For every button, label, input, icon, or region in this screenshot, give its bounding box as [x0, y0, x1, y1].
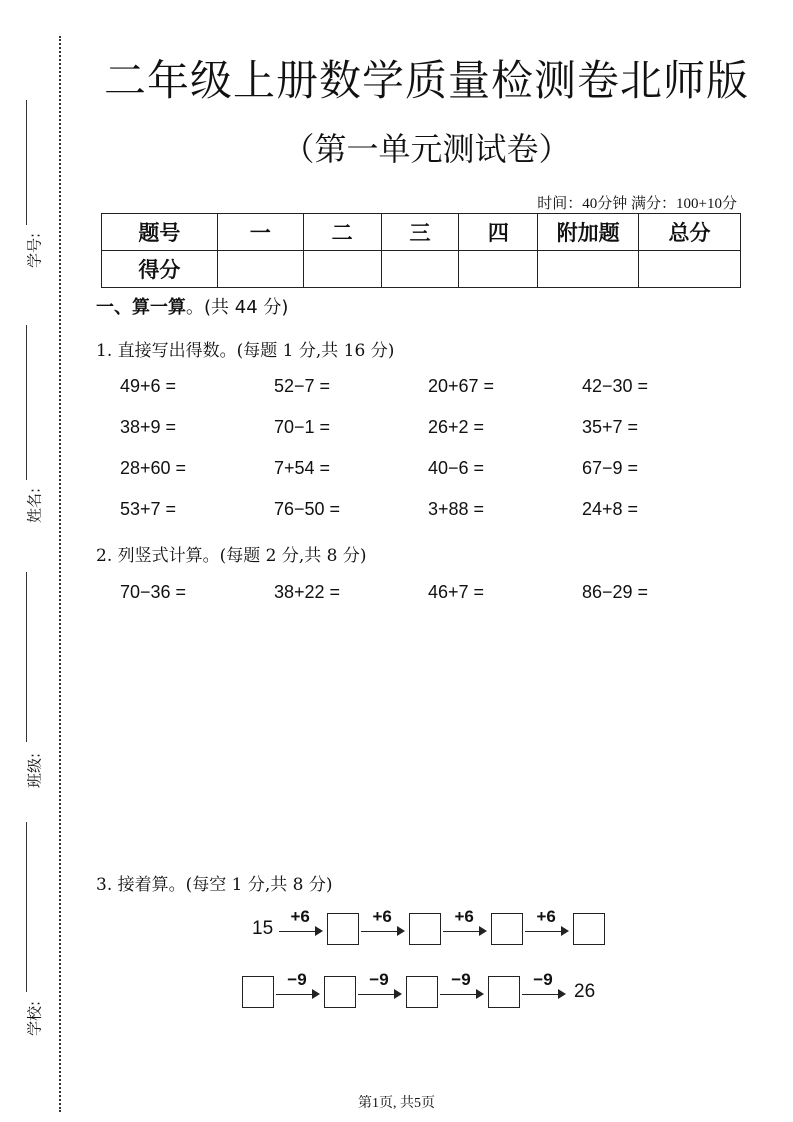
score-header-cell: 题号	[102, 214, 218, 251]
class-label: 班级:	[25, 752, 44, 789]
arrow-op-label: +6	[454, 907, 474, 926]
section-1-points: 。(共 44 分)	[186, 297, 289, 318]
arrow-op-label: +6	[372, 907, 392, 926]
problem: 40−6 =	[428, 458, 485, 478]
problem: 38+22 =	[274, 582, 341, 602]
arrow-op-label: −9	[287, 970, 307, 989]
add-chain	[248, 907, 605, 945]
score-header-cell: 一	[217, 214, 303, 251]
score-header-cell: 总分	[639, 214, 741, 251]
school-underline	[26, 822, 27, 992]
student-id-underline	[26, 100, 27, 225]
problem: 42−30 =	[582, 376, 649, 396]
problem: 49+6 =	[120, 376, 177, 396]
score-cell[interactable]	[217, 251, 303, 288]
arrow-op-label: +6	[536, 907, 556, 926]
answer-box[interactable]	[491, 913, 523, 945]
answer-box[interactable]	[406, 976, 438, 1008]
student-id-label: 学号:	[25, 232, 44, 269]
page-subtitle: （第一单元测试卷）	[282, 130, 571, 168]
name-label: 姓名:	[25, 487, 44, 524]
problem: 46+7 =	[428, 582, 485, 602]
problem: 7+54 =	[274, 458, 331, 478]
chain-end-number: 26	[574, 981, 596, 1002]
problem: 86−29 =	[582, 582, 649, 602]
q1-row	[120, 376, 740, 397]
problem: 26+2 =	[428, 417, 485, 437]
answer-box[interactable]	[409, 913, 441, 945]
binding-dotted-line	[59, 36, 61, 1112]
class-underline	[26, 572, 27, 742]
problem: 52−7 =	[274, 376, 331, 396]
q1-row	[120, 417, 740, 438]
subtract-chain	[242, 970, 599, 1008]
page-title: 二年级上册数学质量检测卷北师版	[103, 56, 749, 105]
score-table-score-row	[102, 251, 741, 288]
problem: 70−1 =	[274, 417, 331, 437]
q1-row	[120, 499, 740, 520]
problem: 3+88 =	[428, 499, 485, 519]
problem: 20+67 =	[428, 376, 495, 396]
score-header-cell: 三	[381, 214, 459, 251]
problem: 70−36 =	[120, 582, 187, 602]
answer-box[interactable]	[242, 976, 274, 1008]
arrow-icon	[356, 970, 406, 1008]
score-table	[101, 213, 741, 288]
score-header-cell: 附加题	[538, 214, 639, 251]
problem: 28+60 =	[120, 458, 187, 478]
answer-box[interactable]	[324, 976, 356, 1008]
arrow-icon	[520, 970, 570, 1008]
problem: 38+9 =	[120, 417, 177, 437]
score-cell[interactable]	[459, 251, 538, 288]
question-3-title: 3. 接着算。(每空 1 分,共 8 分)	[96, 875, 333, 895]
problem: 53+7 =	[120, 499, 177, 519]
score-cell[interactable]	[381, 251, 459, 288]
problem: 67−9 =	[582, 458, 639, 478]
score-cell[interactable]	[639, 251, 741, 288]
chain-start-number: 15	[252, 918, 274, 939]
section-1-heading	[96, 293, 288, 319]
arrow-icon	[441, 907, 491, 945]
arrow-icon	[359, 907, 409, 945]
arrow-icon	[277, 907, 327, 945]
arrow-op-label: −9	[369, 970, 389, 989]
question-2-title: 2. 列竖式计算。(每题 2 分,共 8 分)	[96, 546, 367, 566]
score-cell[interactable]	[303, 251, 381, 288]
arrow-op-label: +6	[290, 907, 310, 926]
school-label: 学校:	[25, 1000, 44, 1037]
score-header-cell: 二	[303, 214, 381, 251]
section-1-title: 一、算一算	[96, 297, 186, 318]
answer-box[interactable]	[327, 913, 359, 945]
arrow-icon	[438, 970, 488, 1008]
arrow-icon	[523, 907, 573, 945]
score-row-label: 得分	[102, 251, 218, 288]
arrow-op-label: −9	[451, 970, 471, 989]
page-number: 第1页, 共5页	[358, 1096, 435, 1111]
exam-meta: 时间：40分钟 满分：100+10分	[537, 196, 737, 212]
name-underline	[26, 325, 27, 480]
problem: 24+8 =	[582, 499, 639, 519]
answer-box[interactable]	[573, 913, 605, 945]
problem: 35+7 =	[582, 417, 639, 437]
arrow-op-label: −9	[533, 970, 553, 989]
score-header-cell: 四	[459, 214, 538, 251]
arrow-icon	[274, 970, 324, 1008]
question-1-title: 1. 直接写出得数。(每题 1 分,共 16 分)	[96, 341, 395, 361]
score-table-header-row	[102, 214, 741, 251]
score-cell[interactable]	[538, 251, 639, 288]
q1-row	[120, 458, 740, 479]
q2-row	[120, 582, 740, 603]
answer-box[interactable]	[488, 976, 520, 1008]
problem: 76−50 =	[274, 499, 341, 519]
